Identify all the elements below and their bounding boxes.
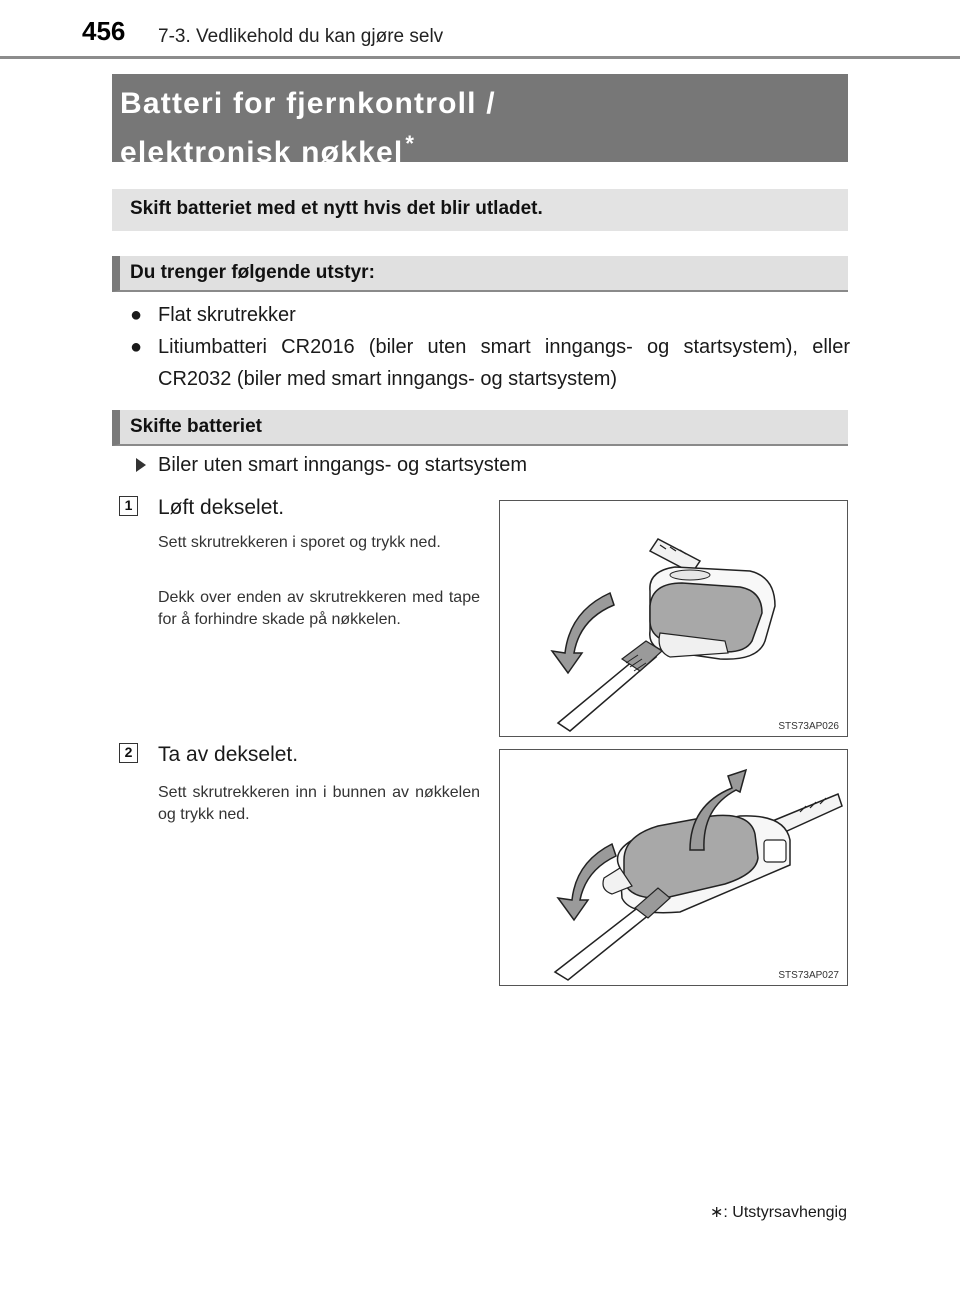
list-item-text: Flat skrutrekker (158, 304, 296, 326)
subheading-text: Biler uten smart inngangs- og startsystem (158, 454, 528, 476)
footnote (710, 1202, 847, 1222)
step-title-2: Ta av dekselet. (158, 743, 299, 766)
step-desc-1a: Sett skrutrekkeren i sporet og trykk ned. (158, 534, 441, 551)
title-line-2-text: elektronisk nøkkel (120, 136, 404, 169)
bullet-icon: ● (130, 304, 143, 326)
footnote-text: : Utstyrsavhengig (723, 1204, 847, 1221)
figure-code: STS73AP027 (778, 970, 839, 981)
list-item (130, 331, 850, 395)
page-title (112, 74, 848, 169)
list-item-text: Litiumbatteri CR2016 (biler uten smart inngangs- og startsystem), eller CR2032 (biler med smart inngangs- og startsystem) (158, 336, 850, 390)
section-heading-replace: Skifte batteriet (112, 410, 848, 446)
triangle-bullet-icon (136, 458, 146, 472)
step-number-2: 2 (119, 743, 138, 763)
title-asterisk: * (405, 131, 416, 156)
section-reference: 7-3. Vedlikehold du kan gjøre selv (158, 26, 444, 47)
step-title-1: Løft dekselet. (158, 496, 285, 519)
step-desc-2a: Sett skrutrekkeren inn i bunnen av nøkkelen og trykk ned. (158, 784, 480, 823)
step-desc-1b: Dekk over enden av skrutrekkeren med tape for å forhindre skade på nøkkelen. (158, 589, 480, 628)
list-item (130, 299, 850, 331)
figure-code: STS73AP026 (778, 721, 839, 732)
section-heading-equipment: Du trenger følgende utstyr: (112, 256, 848, 292)
bullet-icon: ● (130, 336, 143, 358)
figure-step-2 (499, 749, 848, 986)
key-remove-cover-illustration (500, 750, 847, 985)
title-line-2 (120, 124, 848, 173)
key-lift-cover-illustration (500, 501, 847, 736)
step-number-1: 1 (119, 496, 138, 516)
header-rule (0, 56, 960, 59)
figure-step-1 (499, 500, 848, 737)
lead-box: Skift batteriet med et nytt hvis det blir utladet. (112, 189, 848, 231)
subheading (130, 454, 527, 477)
title-line-1: Batteri for fjernkontroll / (120, 87, 496, 120)
page-number: 456 (82, 16, 126, 46)
footnote-symbol: ∗ (709, 1204, 724, 1221)
